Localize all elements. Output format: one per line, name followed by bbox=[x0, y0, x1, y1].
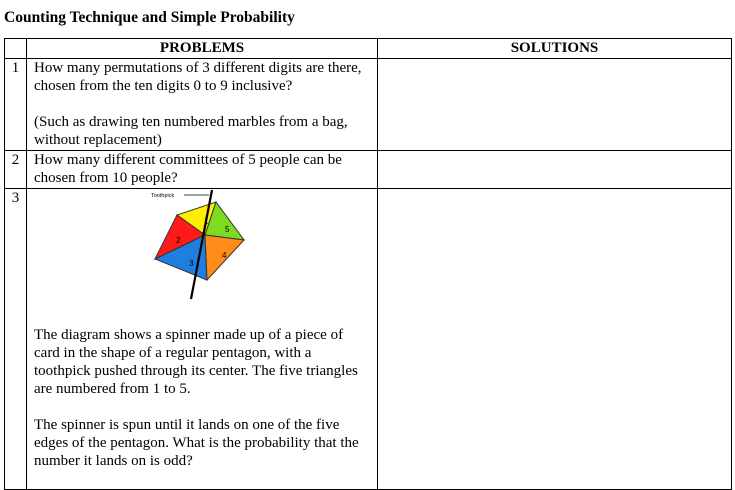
spinner-number-4: 4 bbox=[222, 251, 227, 260]
spinner-diagram bbox=[149, 189, 264, 307]
problems-header-spacer bbox=[5, 39, 27, 59]
document-title: Counting Technique and Simple Probability bbox=[4, 9, 295, 26]
table-header-row bbox=[5, 39, 732, 59]
problem-number: 2 bbox=[5, 151, 27, 189]
table-row bbox=[5, 151, 732, 189]
problem-paragraph: The diagram shows a spinner made up of a piece of card in the shape of a regular pentagon, with a toothpick pushed through its center. The five triangles are numbered from 1 to 5. bbox=[34, 327, 358, 397]
problem-paragraph: How many permutations of 3 different digits are there, chosen from the ten digits 0 to 9 inclusive? bbox=[34, 60, 362, 94]
problem-paragraph: The spinner is spun until it lands on one of the five edges of the pentagon. What is the probability that the number it lands on is odd? bbox=[34, 417, 359, 469]
problem-number: 3 bbox=[5, 189, 27, 490]
solution-cell[interactable] bbox=[378, 151, 732, 189]
toothpick-label: Toothpick bbox=[151, 193, 175, 199]
problem-text bbox=[27, 151, 378, 189]
problem-paragraph: (Such as drawing ten numbered marbles from a bag, without replacement) bbox=[34, 114, 348, 148]
table-row bbox=[5, 59, 732, 151]
spinner-number-3: 3 bbox=[189, 259, 194, 268]
spinner-number-5: 5 bbox=[225, 225, 230, 234]
solution-cell[interactable] bbox=[378, 189, 732, 490]
problems-header: PROBLEMS bbox=[27, 39, 378, 59]
problem-number: 1 bbox=[5, 59, 27, 151]
solutions-header: SOLUTIONS bbox=[378, 39, 732, 59]
table-row bbox=[5, 189, 732, 490]
problem-paragraph: How many different committees of 5 people can be chosen from 10 people? bbox=[34, 152, 342, 186]
spinner-number-1: 1 bbox=[204, 217, 209, 226]
problem-text bbox=[27, 189, 378, 490]
solution-cell[interactable] bbox=[378, 59, 732, 151]
spinner-number-2: 2 bbox=[176, 236, 181, 245]
problems-table bbox=[4, 38, 732, 490]
problem-text bbox=[27, 59, 378, 151]
